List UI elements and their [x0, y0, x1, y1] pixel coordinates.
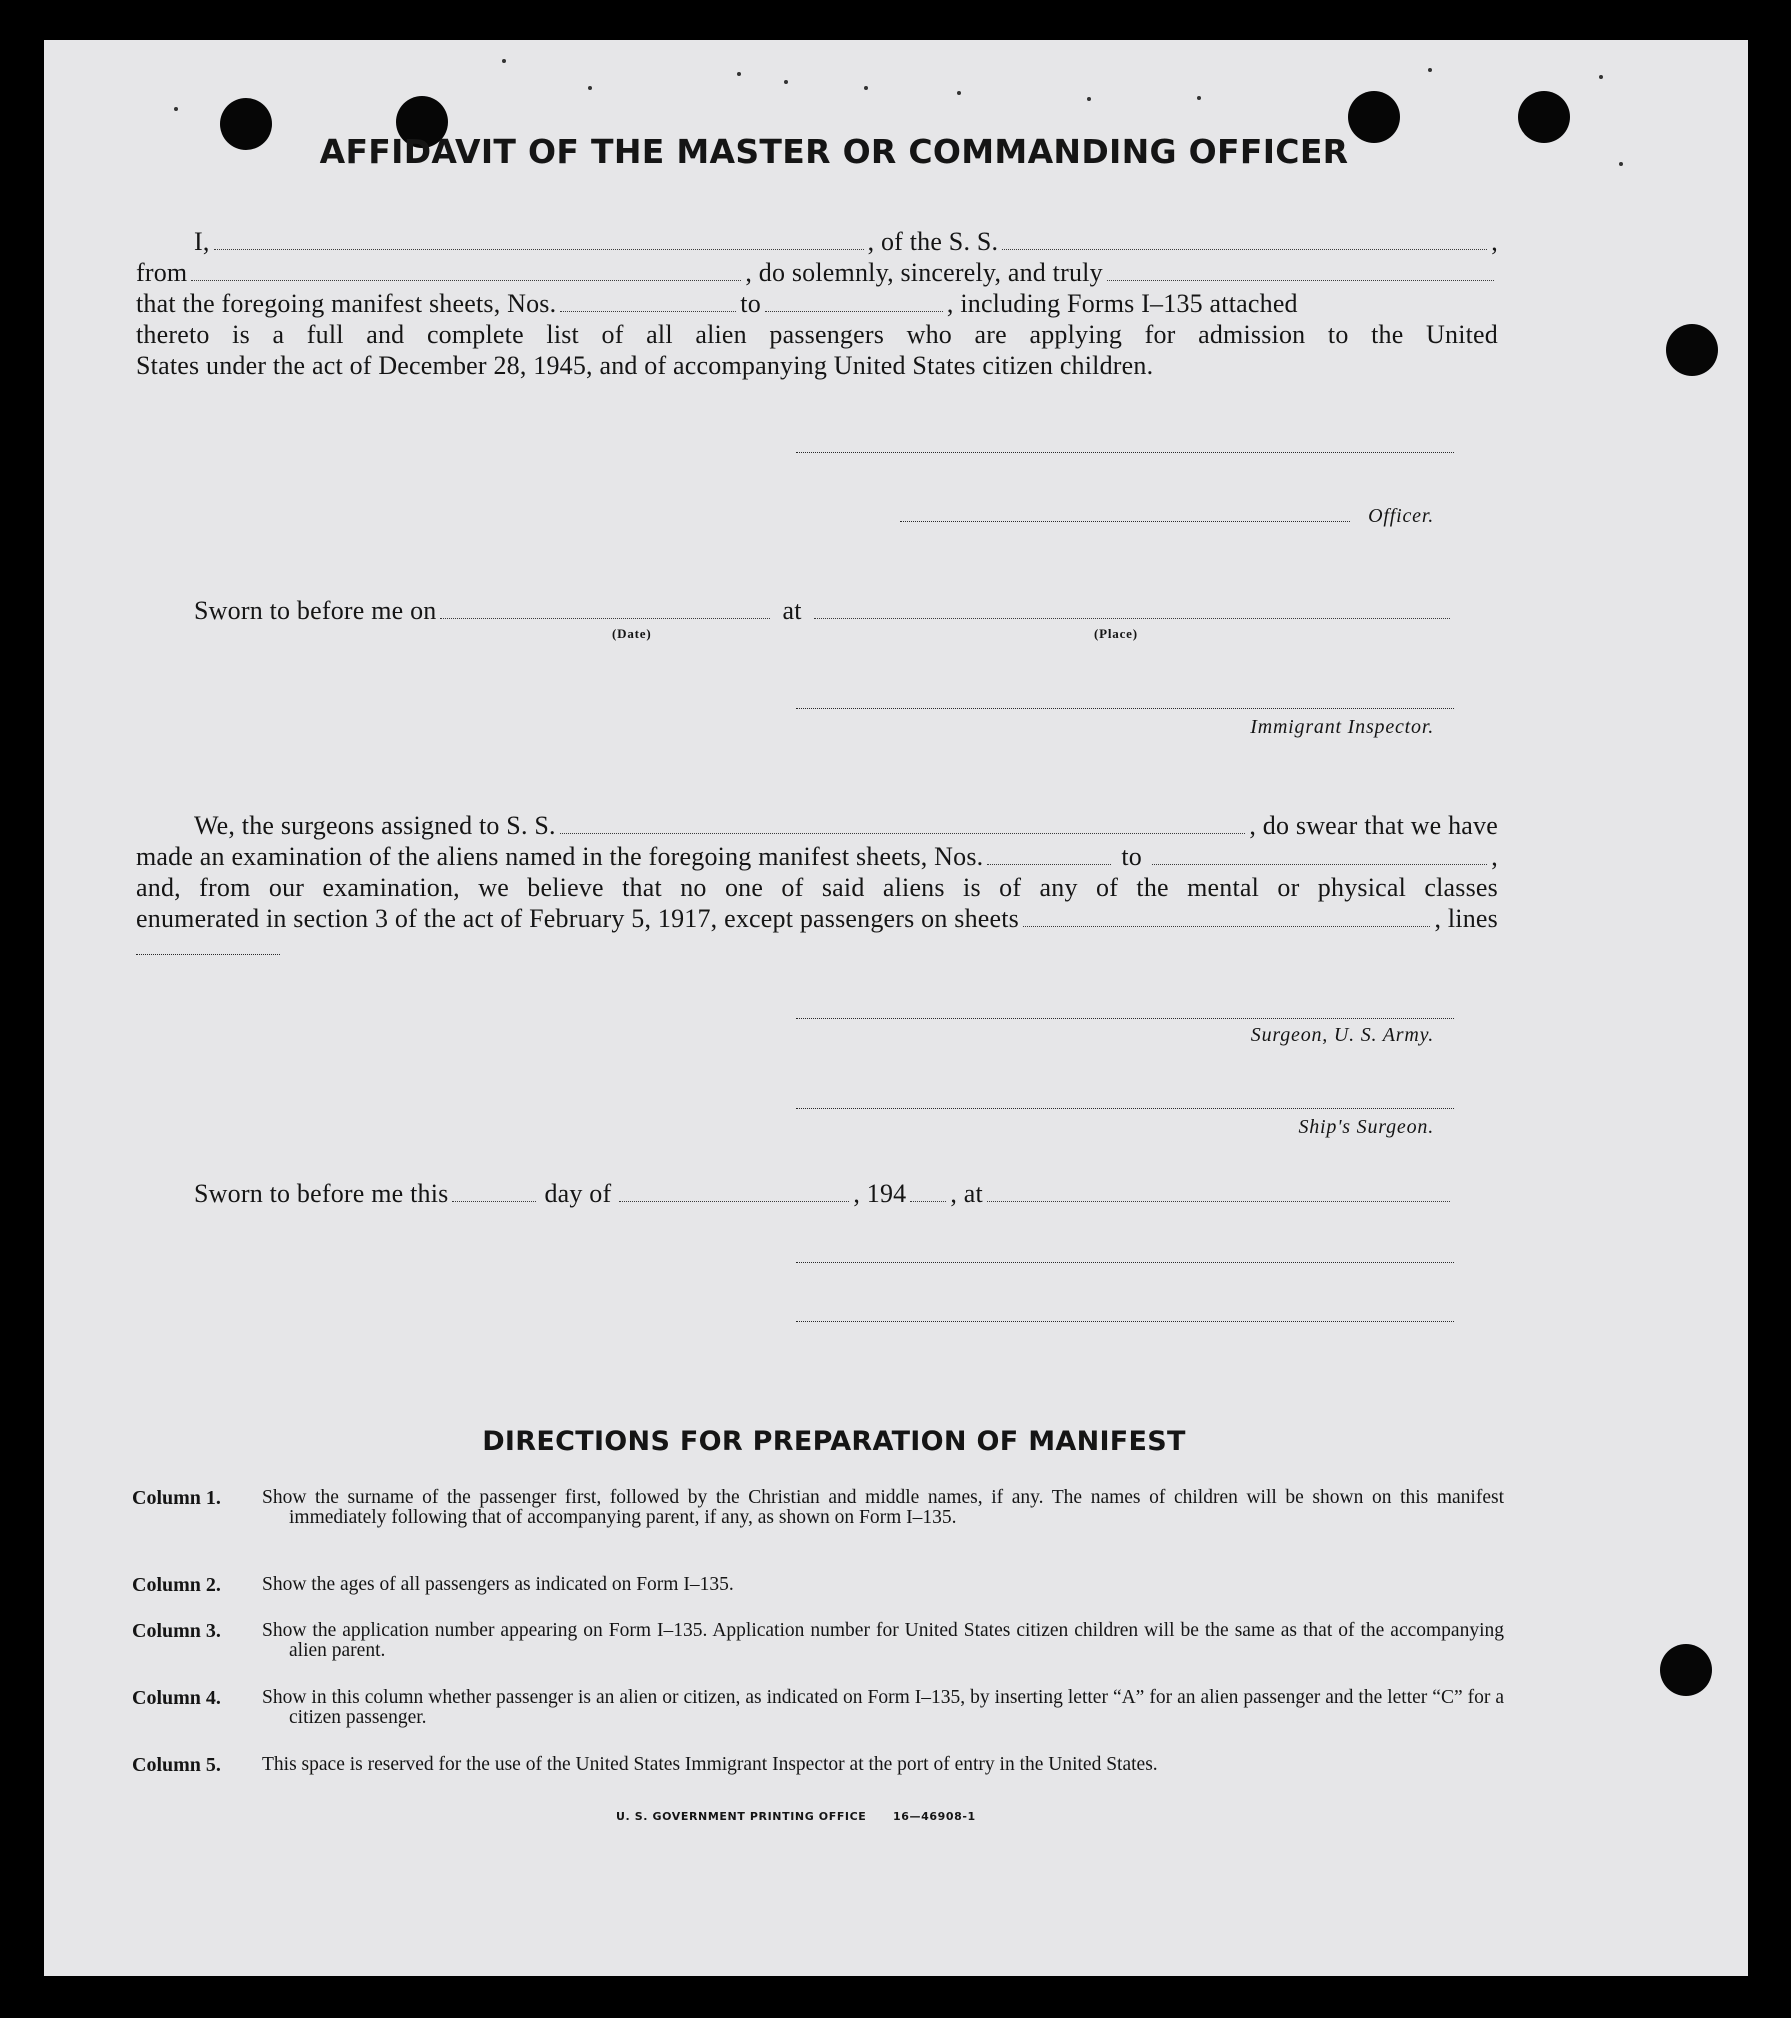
- text: , lines: [1434, 904, 1498, 933]
- port-from-field[interactable]: [191, 260, 741, 281]
- text: ,: [1491, 842, 1498, 871]
- surgeons-line-3: and, from our examination, we believe that no one of said aliens is of any of the mental or physical classes: [136, 873, 1498, 902]
- text: , of the S. S.: [867, 227, 999, 256]
- direction-label: Column 3.: [132, 1620, 221, 1642]
- speck: [1428, 68, 1432, 72]
- speck: [174, 107, 178, 111]
- inspector-label: Immigrant Inspector.: [1250, 716, 1434, 738]
- officer-title-line[interactable]: [900, 521, 1350, 522]
- text: that the foregoing manifest sheets, Nos.: [136, 289, 557, 318]
- sworn-day-field[interactable]: [452, 1181, 536, 1202]
- except-sheets-field[interactable]: [1023, 906, 1430, 927]
- affidavit-line-2: [136, 257, 1498, 288]
- directions-title: DIRECTIONS FOR PREPARATION OF MANIFEST: [482, 1426, 1186, 1457]
- speck: [737, 72, 741, 76]
- sworn-at-field[interactable]: [987, 1181, 1450, 1202]
- text: , including Forms I–135 attached: [946, 289, 1298, 318]
- text: I,: [194, 227, 210, 256]
- speck: [957, 91, 961, 95]
- sheet-from-field[interactable]: [560, 291, 736, 312]
- master-name-field[interactable]: [214, 229, 864, 250]
- direction-label: Column 1.: [132, 1487, 221, 1509]
- sworn-signature-line-2[interactable]: [796, 1321, 1454, 1322]
- text: from: [136, 258, 188, 287]
- text: to: [1121, 842, 1142, 871]
- sworn-year-field[interactable]: [910, 1181, 946, 1202]
- direction-text: Show the application number appearing on Form I–135. Application number for United States citizen children will be the same as that of the accompanying alien parent.: [262, 1620, 1504, 1661]
- date-caption: (Date): [612, 626, 652, 641]
- army-surgeon-label: Surgeon, U. S. Army.: [1250, 1024, 1434, 1046]
- affidavit-line-1: [194, 226, 1498, 257]
- army-surgeon-signature-line[interactable]: [796, 1018, 1454, 1019]
- text: day of: [544, 1179, 612, 1208]
- sworn-line-2: [194, 1178, 1454, 1209]
- surgeons-sheet-from-field[interactable]: [987, 844, 1111, 865]
- sworn-date-field[interactable]: [440, 598, 770, 619]
- sheet-to-field[interactable]: [765, 291, 943, 312]
- text: , at: [950, 1179, 983, 1208]
- direction-text: Show the ages of all passengers as indicated on Form I–135.: [262, 1574, 734, 1595]
- direction-label: Column 5.: [132, 1754, 221, 1776]
- oath-field[interactable]: [1107, 260, 1494, 281]
- officer-signature-line[interactable]: [796, 452, 1454, 453]
- sworn-line-1: [194, 595, 1454, 626]
- ship-surgeon-label: Ship's Surgeon.: [1298, 1116, 1434, 1138]
- ship-name-field[interactable]: [1002, 229, 1487, 250]
- text: , do swear that we have: [1249, 811, 1498, 840]
- surgeons-ship-field[interactable]: [560, 813, 1246, 834]
- affidavit-line-4: thereto is a full and complete list of all alien passengers who are applying for admission to the United: [136, 320, 1498, 349]
- surgeons-line-2: [136, 841, 1498, 872]
- sworn-month-field[interactable]: [619, 1181, 849, 1202]
- direction-label: Column 2.: [132, 1574, 221, 1596]
- punch-hole: [1660, 1644, 1712, 1696]
- speck: [1599, 75, 1603, 79]
- affidavit-line-3: [136, 288, 1498, 319]
- text: Sworn to before me this: [194, 1179, 449, 1208]
- surgeons-line-4: [136, 903, 1498, 934]
- speck: [784, 80, 788, 84]
- text: to: [740, 289, 761, 318]
- printing-office-imprint: U. S. GOVERNMENT PRINTING OFFICE 16—46908-1: [616, 1810, 976, 1823]
- place-caption: (Place): [1094, 626, 1138, 641]
- except-lines-field[interactable]: [136, 954, 280, 955]
- punch-hole: [1666, 324, 1718, 376]
- text: Sworn to before me on: [194, 596, 437, 625]
- text: enumerated in section 3 of the act of February 5, 1917, except passengers on sheets: [136, 904, 1019, 933]
- speck: [588, 86, 592, 90]
- text: at: [782, 596, 802, 625]
- direction-text: Show in this column whether passenger is an alien or citizen, as indicated on Form I–135, by inserting letter “A” for an alien passenger and the letter “C” for a citizen passenger.: [262, 1687, 1504, 1728]
- affidavit-line-5: States under the act of December 28, 1945, and of accompanying United States citizen children.: [136, 351, 1154, 380]
- speck: [1087, 97, 1091, 101]
- sworn-place-field[interactable]: [814, 598, 1450, 619]
- sworn-signature-line-1[interactable]: [796, 1262, 1454, 1263]
- ship-surgeon-signature-line[interactable]: [796, 1108, 1454, 1109]
- text: , do solemnly, sincerely, and truly: [745, 258, 1103, 287]
- direction-label: Column 4.: [132, 1687, 221, 1709]
- surgeons-sheet-to-field[interactable]: [1152, 844, 1487, 865]
- form-page: [44, 40, 1748, 1976]
- inspector-signature-line[interactable]: [796, 708, 1454, 709]
- speck: [864, 86, 868, 90]
- affidavit-title: AFFIDAVIT OF THE MASTER OR COMMANDING OFFICER: [319, 132, 1349, 171]
- surgeons-line-1: [194, 810, 1498, 841]
- direction-text: This space is reserved for the use of the United States Immigrant Inspector at the port of entry in the United States.: [262, 1754, 1158, 1775]
- speck: [1197, 96, 1201, 100]
- text: ,: [1491, 227, 1498, 256]
- officer-label: Officer.: [1368, 505, 1434, 527]
- speck: [502, 59, 506, 63]
- text: We, the surgeons assigned to S. S.: [194, 811, 556, 840]
- text: , 194: [853, 1179, 907, 1208]
- text: made an examination of the aliens named in the foregoing manifest sheets, Nos.: [136, 842, 984, 871]
- direction-text: Show the surname of the passenger first, followed by the Christian and middle names, if any. The names of children will be shown on this manifest immediately following that of accompanying parent, if any, as shown on Form I–135.: [262, 1487, 1504, 1528]
